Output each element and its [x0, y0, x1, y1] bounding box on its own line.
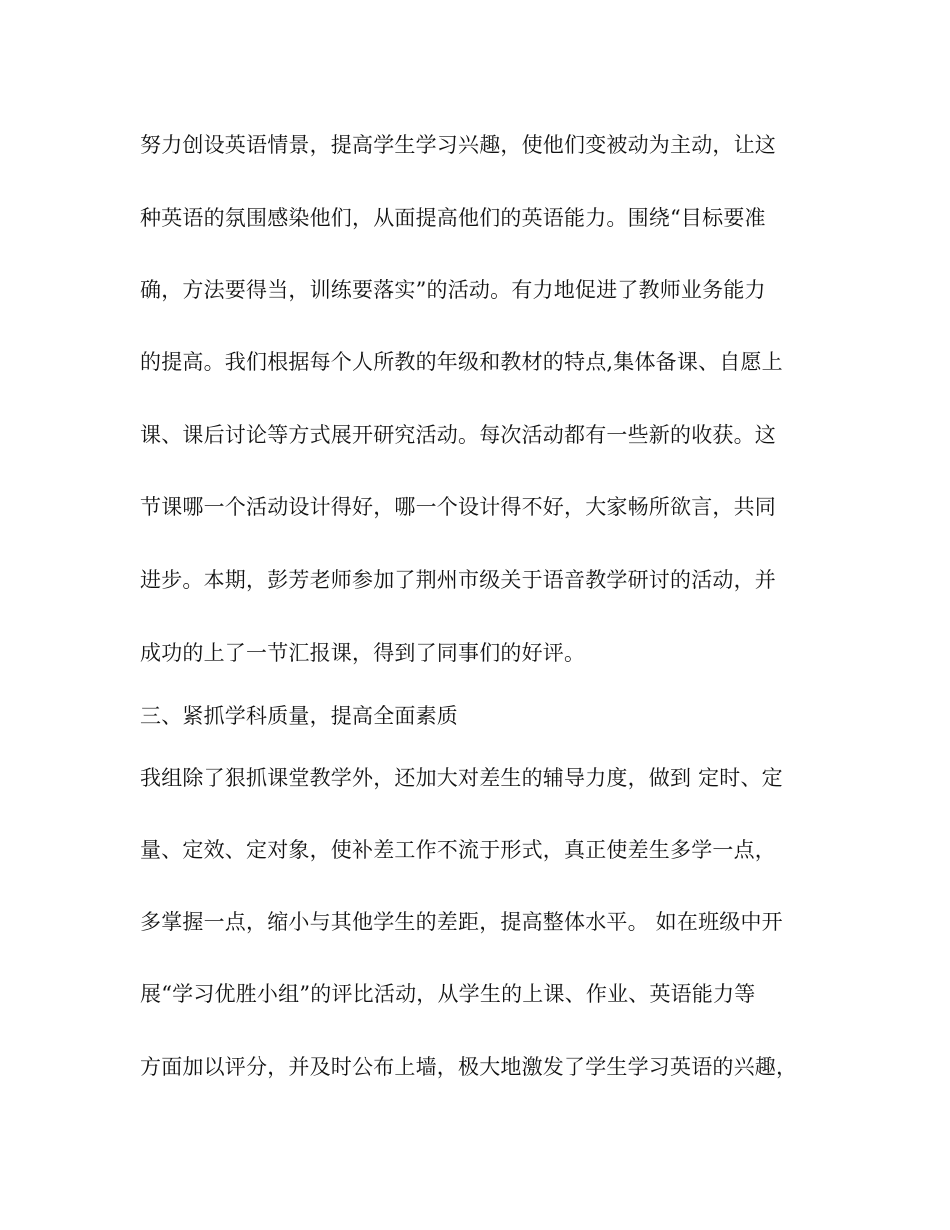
- section-heading: 三、紧抓学科质量，提高全面素质: [140, 704, 458, 728]
- paragraph-line: 展“学习优胜小组”的评比活动，从学生的上课、作业、英语能力等: [140, 982, 756, 1006]
- paragraph-line: 种英语的氛围感染他们，从面提高他们的英语能力。围绕“目标要准: [140, 206, 766, 230]
- paragraph-line: 我组除了狠抓课堂教学外，还加大对差生的辅导力度，做到 定时、定: [140, 766, 783, 790]
- paragraph-line: 成功的上了一节汇报课，得到了同事们的好评。: [140, 641, 586, 665]
- paragraph-line: 课、课后讨论等方式展开研究活动。每次活动都有一些新的收获。这: [140, 423, 776, 447]
- paragraph-line: 进步。本期，彭芳老师参加了荆州市级关于语音教学研讨的活动，并: [140, 568, 776, 592]
- paragraph-line: 方面加以评分，并及时公布上墙，极大地激发了学生学习英语的兴趣，: [140, 1055, 798, 1079]
- paragraph-line: 努力创设英语情景，提高学生学习兴趣，使他们变被动为主动，让这: [140, 133, 776, 157]
- paragraph-line: 量、定效、定对象，使补差工作不流于形式，真正使差生多学一点，: [140, 838, 776, 862]
- paragraph-line: 多掌握一点，缩小与其他学生的差距，提高整体水平。 如在班级中开: [140, 910, 783, 934]
- paragraph-line: 的提高。我们根据每个人所教的年级和教材的特点,集体备课、自愿上: [140, 350, 783, 374]
- paragraph-line: 确，方法要得当，训练要落实”的活动。有力地促进了教师业务能力: [140, 278, 766, 302]
- paragraph-line: 节课哪一个活动设计得好，哪一个设计得不好，大家畅所欲言，共同: [140, 495, 776, 519]
